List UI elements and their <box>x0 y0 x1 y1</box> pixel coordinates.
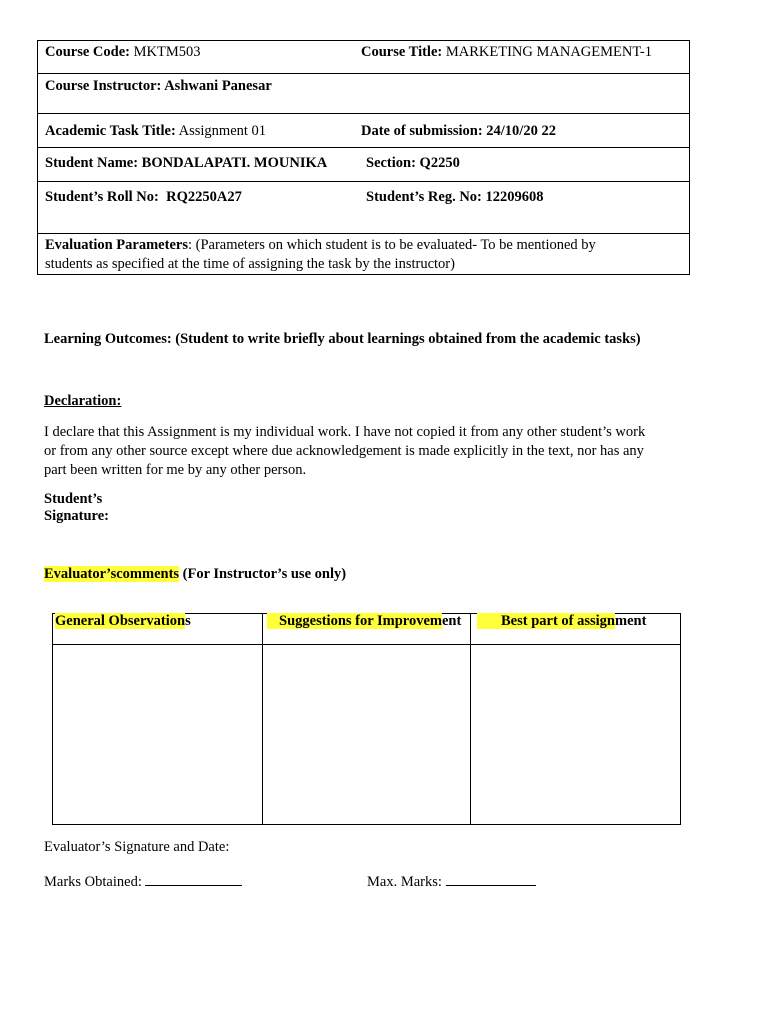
column-suggestions: Suggestions for Improvement <box>267 612 461 630</box>
student-row <box>38 148 689 182</box>
header-divider <box>53 644 680 645</box>
declaration-line: I declare that this Assignment is my individual work. I have not copied it from any other student’s work <box>44 424 646 440</box>
column-divider <box>470 614 471 824</box>
declaration-line: part been written for me by any other person. <box>44 462 307 478</box>
column-best-part: Best part of assignment <box>477 612 646 630</box>
submission-date: Date of submission: 24/10/20 22 <box>361 123 556 139</box>
max-marks: Max. Marks: <box>367 871 536 891</box>
course-code: Course Code: MKTM503 <box>45 44 201 60</box>
evaluation-parameters: Evaluation Parameters: (Parameters on which student is to be evaluated- To be mentioned by <box>45 237 596 253</box>
course-row <box>38 41 689 74</box>
column-general-observations: General Observations <box>55 613 191 629</box>
declaration-text <box>44 423 645 480</box>
declaration-heading: Declaration: <box>44 393 122 409</box>
course-info-table <box>37 40 690 275</box>
evaluator-comments-table <box>52 613 681 825</box>
course-instructor: Course Instructor: Ashwani Panesar <box>45 78 272 94</box>
marks-obtained-blank[interactable] <box>145 871 242 886</box>
student-name: Student Name: BONDALAPATI. MOUNIKA <box>45 155 328 171</box>
section: Section: Q2250 <box>366 155 460 171</box>
academic-task-title: Academic Task Title: Assignment 01 <box>45 123 267 139</box>
evaluator-comments-heading: Evaluator’scomments (For Instructor’s use only) <box>44 566 347 582</box>
task-row <box>38 114 689 148</box>
course-title: Course Title: MARKETING MANAGEMENT-1 <box>361 44 652 60</box>
student-signature-label: Student’s Signature: <box>44 491 109 524</box>
roll-row <box>38 182 689 234</box>
learning-outcomes: Learning Outcomes: (Student to write briefly about learnings obtained from the academic tasks) <box>44 331 641 347</box>
column-divider <box>262 614 263 824</box>
max-marks-blank[interactable] <box>446 871 536 886</box>
evaluator-signature-date: Evaluator’s Signature and Date: <box>44 839 230 855</box>
declaration-line: or from any other source except where due acknowledgement is made explicitly in the text, nor has any <box>44 443 644 459</box>
evaluation-parameters-cont: students as specified at the time of assigning the task by the instructor) <box>45 256 455 272</box>
marks-obtained: Marks Obtained: <box>44 871 242 891</box>
registration-number: Student’s Reg. No: 12209608 <box>366 189 544 205</box>
instructor-row <box>38 74 689 114</box>
evaluation-row <box>38 234 689 276</box>
roll-number: Student’s Roll No: RQ2250A27 <box>45 189 242 205</box>
